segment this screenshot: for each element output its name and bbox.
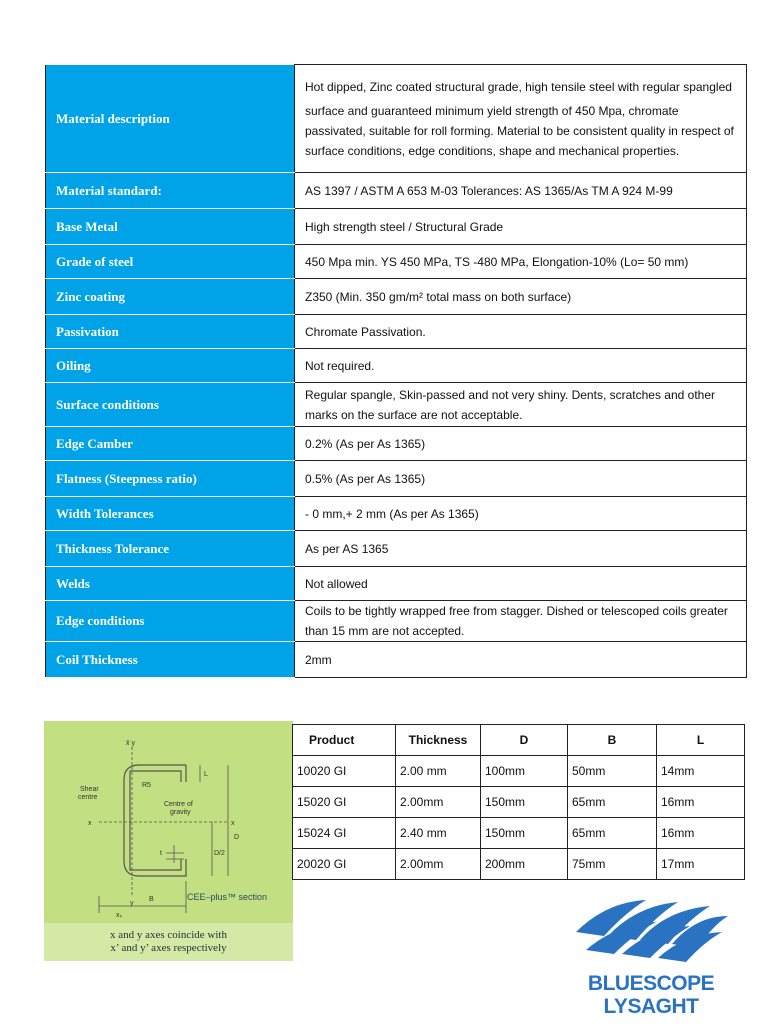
spec-value-paragraph: 0.5% (As per As 1365) [305,471,426,486]
diagram-section-title: CEE–plus™ section [187,892,268,902]
product-table-cell: 75mm [568,849,657,880]
product-table-cell: 16mm [657,818,745,849]
spec-value [295,531,747,567]
diagram-label-r5: R5 [142,782,151,789]
spec-label: Edge conditions [46,601,295,642]
spec-value-paragraph: Regular spangle, Skin-passed and not very shiny. Dents, scratches and other marks on the surface are not acceptable. [305,387,716,422]
product-table-head [293,725,745,756]
product-table-header-cell: D [481,725,568,756]
product-table-cell: 2.00mm [396,849,481,880]
spec-value [295,642,747,678]
spec-row [46,531,747,567]
spec-label: Base Metal [46,209,295,245]
product-table-cell: 14mm [657,756,745,787]
spec-row [46,209,747,245]
spec-value-paragraph: As per AS 1365 [305,541,389,556]
diagram-label-centre-of-gravity: Centre of gravity [164,801,193,816]
logo-text-lysaght: LYSAGHT [603,995,699,1018]
product-table-body [293,756,745,880]
spec-value [295,383,747,427]
product-table-cell: 65mm [568,787,657,818]
spec-value-paragraph: - 0 mm,+ 2 mm (As per As 1365) [305,506,479,521]
spec-row [46,245,747,279]
product-table-cell: 16mm [657,787,745,818]
spec-value [295,315,747,349]
product-table-header-row [293,725,745,756]
spec-label: Material standard: [46,173,295,209]
spec-value [295,245,747,279]
product-table-row [293,818,745,849]
product-dimensions-table [292,724,745,880]
spec-value-paragraph: 0.2% (As per As 1365) [305,436,426,451]
logo-wave-icon [566,892,736,964]
spec-value-paragraph: Z350 (Min. 350 gm/m² total mass on both surface) [305,289,572,304]
spec-row [46,315,747,349]
spec-label: Welds [46,567,295,601]
cee-section-diagram [44,721,293,961]
diagram-caption [44,923,293,961]
spec-row [46,173,747,209]
spec-value-paragraph: High strength steel / Structural Grade [305,219,504,234]
spec-value [295,209,747,245]
diagram-label-d2: D/2 [214,850,225,857]
product-table-cell: 10020 GI [293,756,396,787]
spec-value-paragraph: Hot dipped, Zinc coated structural grade, high tensile steel with regular spangled [305,79,732,94]
spec-row [46,497,747,531]
product-table-cell: 200mm [481,849,568,880]
product-table-cell: 2.00 mm [396,756,481,787]
diagram-label-x-left: x [88,820,92,827]
spec-value [295,601,747,642]
diagram-label-y-bottom: y [130,900,134,907]
spec-row [46,383,747,427]
product-table-cell: 50mm [568,756,657,787]
spec-value-paragraph: AS 1397 / ASTM A 653 M-03 Tolerances: AS 1365/As TM A 924 M-99 [305,183,673,198]
spec-value-paragraph: 2mm [305,652,332,667]
diagram-label-t: t [160,850,162,857]
product-table-cell: 100mm [481,756,568,787]
diagram-label-d: D [234,834,240,841]
spec-value [295,173,747,209]
product-table-cell: 17mm [657,849,745,880]
spec-value [295,349,747,383]
product-table-row [293,787,745,818]
product-table-cell: 15020 GI [293,787,396,818]
product-table-cell: 20020 GI [293,849,396,880]
diagram-label-xbar-y: x̄ y [126,740,135,747]
spec-row [46,601,747,642]
spec-label: Grade of steel [46,245,295,279]
spec-table-body [46,65,747,678]
spec-label: Oiling [46,349,295,383]
spec-row [46,279,747,315]
diagram-label-x-right: x [231,820,235,827]
product-table-cell: 65mm [568,818,657,849]
diagram-caption-line1: x and y axes coincide with [110,929,227,941]
spec-value [295,427,747,461]
spec-row [46,427,747,461]
product-table-cell: 150mm [481,818,568,849]
product-table-header-cell: B [568,725,657,756]
diagram-caption-line2: x’ and y’ axes respectively [110,942,227,954]
logo-text-bluescope: BLUESCOPE [587,972,715,995]
product-table-header-cell: Product [293,725,396,756]
spec-label: Material description [46,65,295,173]
spec-value [295,497,747,531]
spec-value-paragraph: Chromate Passivation. [305,324,426,339]
spec-label: Width Tolerances [46,497,295,531]
product-table-cell: 15024 GI [293,818,396,849]
spec-value-paragraph: Not allowed [305,576,368,591]
spec-value-paragraph: 450 Mpa min. YS 450 MPa, TS -480 MPa, Elongation-10% (Lo= 50 mm) [305,254,689,269]
spec-value [295,65,747,173]
spec-value [295,461,747,497]
spec-label: Thickness Tolerance [46,531,295,567]
spec-row [46,461,747,497]
spec-label: Coil Thickness [46,642,295,678]
spec-row [46,349,747,383]
spec-value [295,567,747,601]
bluescope-lysaght-logo [566,892,736,1020]
cee-section-drawing [44,721,293,923]
diagram-label-shear-centre: Shear centre [78,786,99,801]
spec-value-paragraph: Not required. [305,358,375,373]
product-table-cell: 2.00mm [396,787,481,818]
material-spec-table [45,64,747,678]
spec-label: Zinc coating [46,279,295,315]
product-table-row [293,849,745,880]
spec-label: Edge Camber [46,427,295,461]
product-table-cell: 2.40 mm [396,818,481,849]
diagram-label-b: B [149,896,154,903]
spec-value-paragraph: Coils to be tightly wrapped free from stagger. Dished or telescoped coils greater than 15 mm are not accepted. [305,604,728,638]
product-table-cell: 150mm [481,787,568,818]
spec-value [295,279,747,315]
product-table-header-cell: Thickness [396,725,481,756]
product-table-header-cell: L [657,725,745,756]
spec-row [46,567,747,601]
spec-label: Flatness (Steepness ratio) [46,461,295,497]
spec-value-paragraph: surface and guaranteed minimum yield strength of 450 Mpa, chromate passivated, suitable for roll forming. Material to be consistent quality in respect of surface conditions, edge conditions, shape and mechanical properties. [305,103,734,158]
product-table-row [293,756,745,787]
diagram-label-xs: xₛ [116,912,123,919]
spec-label: Surface conditions [46,383,295,427]
diagram-label-l: L [204,771,208,778]
spec-label: Passivation [46,315,295,349]
spec-row [46,642,747,678]
spec-row [46,65,747,173]
